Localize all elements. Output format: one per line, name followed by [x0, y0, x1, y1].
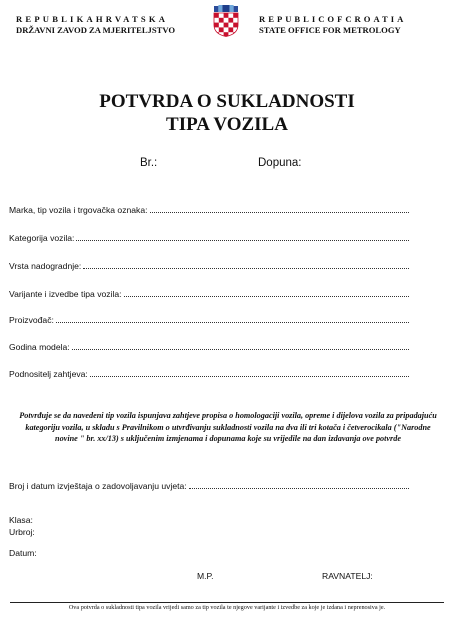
field-label: Podnositelj zahtjeva:	[9, 369, 88, 379]
footer-note: Ova potvrda o sukladnosti tipa vozila vrijedi samo za tip vozila te njegove varijante i izvedbe za koje je izdana i neprenosiva je.	[68, 604, 386, 611]
crest-red-square	[219, 18, 224, 23]
header-left-line2: DRŽAVNI ZAVOD ZA MJERITELJSTVO	[16, 25, 176, 35]
field-report-number-date	[9, 479, 409, 491]
crest-red-square	[233, 23, 238, 28]
field-label: Godina modela:	[9, 342, 70, 352]
field-make-type	[9, 203, 409, 215]
document-title-line1: POTVRDA O SUKLADNOSTI	[99, 91, 355, 112]
crest-red-square	[224, 23, 229, 28]
crest-red-square	[219, 27, 224, 32]
urbroj-label: Urbroj:	[9, 527, 35, 537]
field-label: Broj i datum izvještaja o zadovoljavanju uvjeta:	[9, 481, 187, 491]
document-title-line2: TIPA VOZILA	[166, 114, 288, 135]
field-body-type	[9, 259, 409, 271]
field-fill-line	[72, 349, 409, 350]
field-model-year	[9, 340, 409, 352]
header-right-line2: STATE OFFICE FOR METROLOGY	[259, 25, 401, 35]
field-fill-line	[189, 488, 409, 489]
field-variants	[9, 287, 409, 299]
field-fill-line	[90, 376, 409, 377]
field-category	[9, 231, 409, 243]
field-label: Kategorija vozila:	[9, 233, 75, 243]
field-fill-line	[124, 296, 409, 297]
field-fill-line	[83, 268, 409, 269]
field-fill-line	[56, 322, 409, 323]
field-manufacturer	[9, 313, 409, 325]
field-fill-line	[150, 212, 409, 213]
conformity-statement: Potvrđuje se da navedeni tip vozila ispunjava zahtjeve propisa o homologaciji vozila, opreme i dijelova vozila za pripadajuću kategoriju vozila, u skladu s Pravilnikom o utvrđivanju sukladnosti vozila na dva ili tri kotača i četverocikala ("Narodne novine " br. xx/13) s uključenim izmjenama i dopunama koje su vrijedile na dan izdavanja ove potvrde	[19, 411, 437, 443]
br-label: Br.:	[140, 157, 158, 169]
header-left-line1: REPUBLIKAHRVATSKA	[16, 14, 169, 24]
crest-crown	[214, 5, 238, 12]
field-fill-line	[76, 240, 409, 241]
croatian-coat-of-arms-icon	[213, 5, 239, 37]
crest-red-square	[233, 13, 238, 18]
dopuna-label: Dopuna:	[258, 157, 302, 169]
klasa-label: Klasa:	[9, 515, 33, 525]
crest-red-square	[224, 13, 229, 18]
field-applicant	[9, 367, 409, 379]
field-label: Proizvođač:	[9, 315, 54, 325]
crest-red-square	[228, 27, 233, 32]
field-label: Vrsta nadogradnje:	[9, 261, 82, 271]
crest-red-square	[214, 13, 219, 18]
header-right-line1: REPUBLICOFCROATIA	[259, 14, 407, 24]
header-left	[16, 14, 175, 36]
crest-red-square	[214, 23, 219, 28]
field-label: Marka, tip vozila i trgovačka oznaka:	[9, 205, 148, 215]
director-label: RAVNATELJ:	[322, 571, 373, 581]
header-right	[259, 14, 406, 36]
footer-divider	[10, 602, 444, 603]
crest-red-square	[228, 18, 233, 23]
stamp-mp-label: M.P.	[197, 571, 214, 581]
datum-label: Datum:	[9, 548, 37, 558]
field-label: Varijante i izvedbe tipa vozila:	[9, 289, 122, 299]
